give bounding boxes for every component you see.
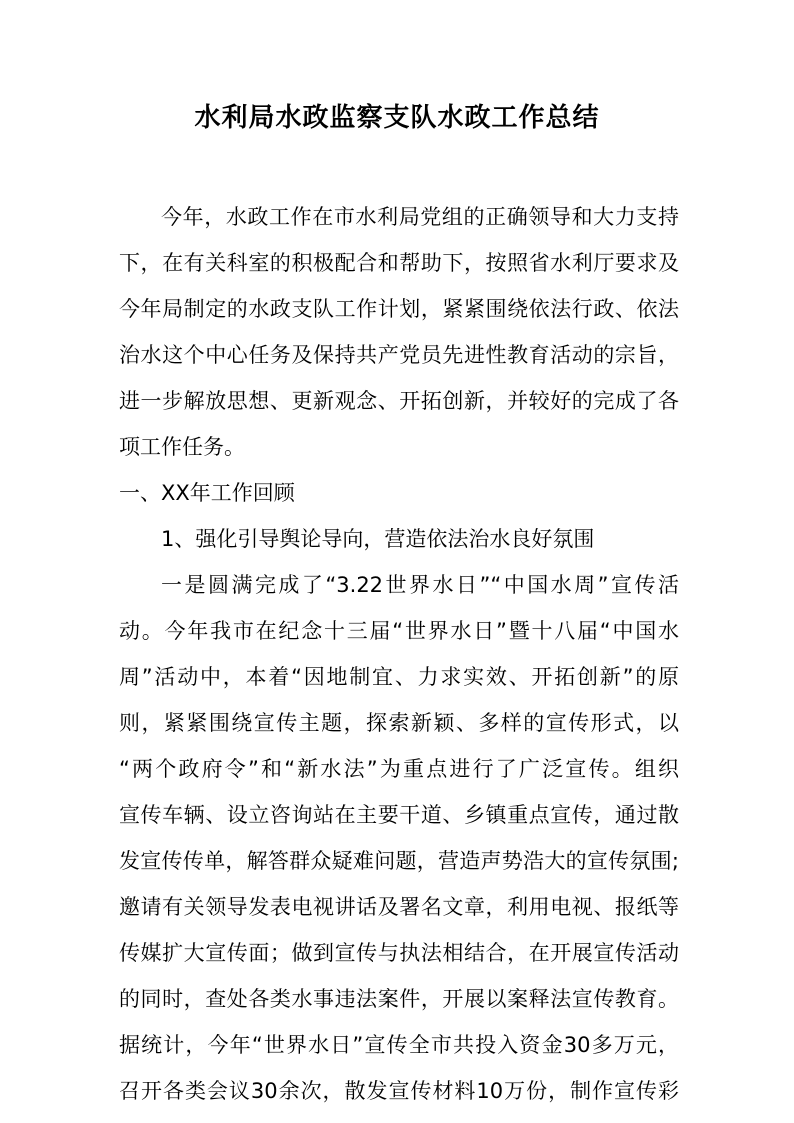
text-line: 召开各类会议30余次，散发宣传材料10万份，制作宣传彩	[119, 1079, 679, 1103]
text-line: 今年，水政工作在市水利局党组的正确领导和大力支持	[161, 205, 679, 229]
text-line: 宣传车辆、设立咨询站在主要干道、乡镇重点宣传，通过散	[119, 803, 679, 827]
text-line: 传媒扩大宣传面；做到宣传与执法相结合，在开展宣传活动	[119, 941, 679, 965]
text-line: 的同时，查处各类水事违法案件，开展以案释法宣传教育。	[119, 987, 679, 1011]
text-line: 1、强化引导舆论导向，营造依法治水良好氛围	[161, 527, 595, 551]
text-line: 进一步解放思想、更新观念、开拓创新，并较好的完成了各	[119, 389, 679, 413]
text-line: 据统计，今年“世界水日”宣传全市共投入资金30多万元，	[119, 1033, 679, 1057]
text-line: 则，紧紧围绕宣传主题，探索新颖、多样的宣传形式，以	[119, 711, 679, 735]
text-line: 一是圆满完成了“3.22世界水日”“中国水周”宣传活	[161, 573, 679, 597]
text-line: 动。今年我市在纪念十三届“世界水日”暨十八届“中国水	[119, 619, 679, 643]
text-line: 今年局制定的水政支队工作计划，紧紧围绕依法行政、依法	[119, 297, 679, 321]
text-line: 下，在有关科室的积极配合和帮助下，按照省水利厅要求及	[119, 251, 679, 275]
text-line: 治水这个中心任务及保持共产党员先进性教育活动的宗旨，	[119, 343, 679, 367]
text-line: 邀请有关领导发表电视讲话及署名文章，利用电视、报纸等	[119, 895, 679, 919]
text-line: 一、XX年工作回顾	[119, 481, 295, 505]
text-line: 项工作任务。	[119, 435, 245, 459]
text-line: 周”活动中，本着“因地制宜、力求实效、开拓创新”的原	[119, 665, 679, 689]
text-line: 发宣传传单，解答群众疑难问题，营造声势浩大的宣传氛围;	[119, 849, 679, 873]
text-line: “两个政府令”和“新水法”为重点进行了广泛宣传。组织	[119, 757, 679, 781]
document-title: 水利局水政监察支队水政工作总结	[194, 103, 600, 133]
document-body	[119, 194, 679, 1114]
